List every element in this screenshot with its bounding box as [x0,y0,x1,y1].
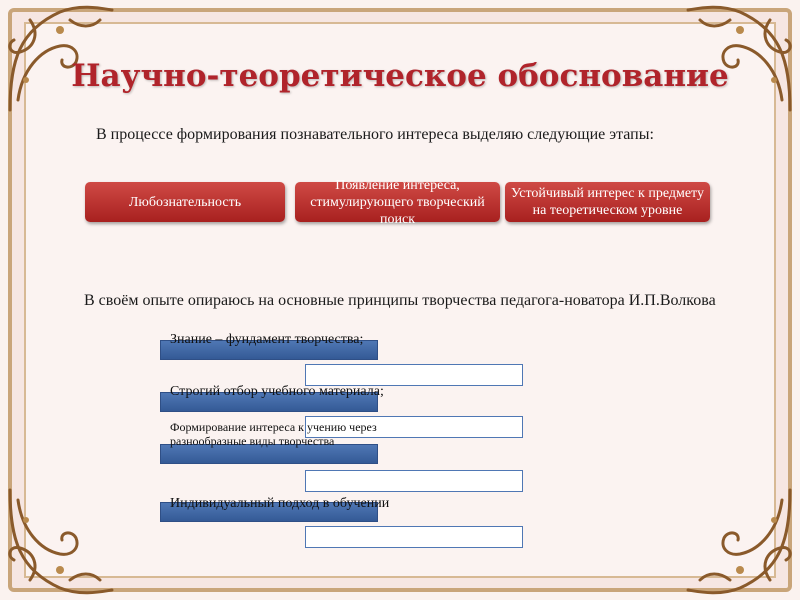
principle-box [305,470,523,492]
stage-box [295,177,500,227]
stages-diagram [85,174,715,234]
principle-label: Индивидуальный подход в обучении [170,496,390,511]
principle-label: Строгий отбор учебного материала; [170,384,384,399]
slide-title: Научно-теоретическое обоснование [71,58,729,94]
intro-text: В процессе формирования познавательного интереса выделяю следующие этапы: [96,126,654,143]
stage-label: Появление интереса, стимулирующего творческий поиск [310,177,485,227]
stage-box [85,182,285,222]
principle-label: Знание – фундамент творчества; [170,332,364,347]
stage-label: Любознательность [128,194,242,210]
stage-box [505,182,710,222]
principles-list [160,332,540,556]
principle-label: Формирование интереса к учению через разнообразные виды творчества [170,420,377,448]
corner-ornament-icon [680,480,800,600]
principle-box [305,364,523,386]
principles-intro-text: В своём опыте опираюсь на основные принципы творчества педагога-новатора И.П.Волкова [84,292,716,309]
corner-ornament-icon [0,480,120,600]
principle-box [305,526,523,548]
stage-label: Устойчивый интерес к предмету на теоретическом уровне [511,186,704,218]
